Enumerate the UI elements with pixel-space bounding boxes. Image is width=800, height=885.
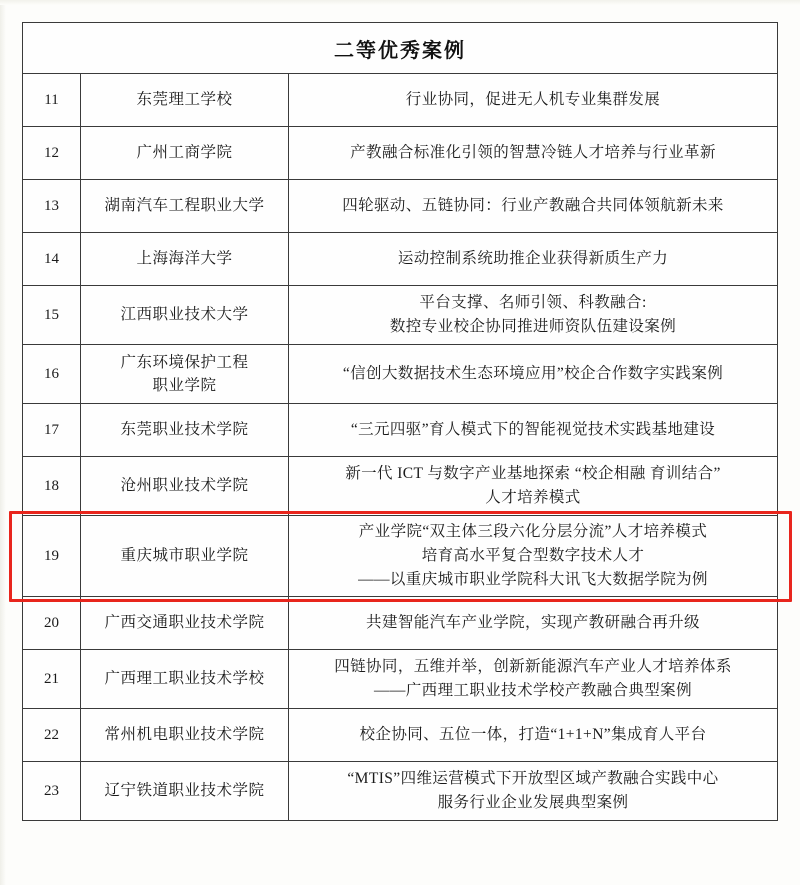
row-case-name (289, 709, 778, 762)
row-organization (81, 180, 289, 233)
case-name-line: “MTIS”四维运营模式下开放型区域产教融合实践中心 (347, 769, 719, 787)
case-name-line: 行业协同，促进无人机专业集群发展 (405, 90, 661, 108)
page-title: 二等优秀案例 (23, 23, 778, 74)
organization-line: 重庆城市职业学院 (120, 547, 249, 565)
case-name-line: 运动控制系统助推企业获得新质生产力 (397, 249, 669, 267)
row-organization (81, 74, 289, 127)
case-name-line: 培育高水平复合型数字技术人才 (421, 546, 645, 564)
row-index: 12 (23, 127, 81, 180)
case-name-line: 人才培养模式 (485, 489, 581, 506)
organization-line: 常州机电职业技术学院 (104, 726, 265, 744)
award-table (22, 22, 778, 821)
row-organization (81, 457, 289, 516)
row-case-name (289, 457, 778, 516)
table-row (23, 404, 778, 457)
row-case-name (289, 597, 778, 650)
table-row (23, 233, 778, 286)
organization-line: 江西职业技术大学 (120, 306, 249, 324)
row-index: 23 (23, 762, 81, 821)
row-organization (81, 404, 289, 457)
case-name-line: 四链协同，五维并举，创新新能源汽车产业人才培养体系 (334, 657, 732, 675)
organization-line: 职业学院 (152, 377, 217, 394)
table-row (23, 180, 778, 233)
row-index: 22 (23, 709, 81, 762)
case-name-line: 数控专业校企协同推进师资队伍建设案例 (389, 318, 677, 335)
row-index: 19 (23, 516, 81, 597)
table-row (23, 457, 778, 516)
case-name-line: 四轮驱动、五链协同：行业产教融合共同体领航新未来 (342, 196, 724, 214)
organization-line: 上海海洋大学 (136, 250, 233, 268)
table-row (23, 74, 778, 127)
table-row (23, 709, 778, 762)
row-index: 13 (23, 180, 81, 233)
row-organization (81, 650, 289, 709)
page-edge-shadow-left (0, 0, 6, 885)
organization-line: 广东环境保护工程 (120, 353, 249, 371)
case-name-line: “三元四驱”育人模式下的智能视觉技术实践基地建设 (350, 420, 716, 438)
organization-line: 广西交通职业技术学院 (104, 614, 265, 632)
organization-line: 湖南汽车工程职业大学 (104, 197, 265, 215)
case-name-line: 校企协同、五位一体，打造“1+1+N”集成育人平台 (359, 725, 707, 743)
table-row (23, 345, 778, 404)
table-row (23, 762, 778, 821)
row-index: 11 (23, 74, 81, 127)
table-body (23, 23, 778, 821)
row-index: 17 (23, 404, 81, 457)
row-case-name (289, 345, 778, 404)
case-name-line: 共建智能汽车产业学院，实现产教研融合再升级 (366, 613, 700, 631)
case-name-line: ——以重庆城市职业学院科大讯飞大数据学院为例 (358, 571, 708, 588)
organization-line: 广州工商学院 (136, 144, 233, 162)
table-row (23, 597, 778, 650)
table-row (23, 650, 778, 709)
row-index: 14 (23, 233, 81, 286)
row-index: 20 (23, 597, 81, 650)
row-organization (81, 516, 289, 597)
row-organization (81, 345, 289, 404)
page-edge-shadow-top (0, 0, 800, 5)
row-organization (81, 762, 289, 821)
row-organization (81, 286, 289, 345)
case-name-line: 平台支撑、名师引领、科教融合: (419, 293, 647, 311)
row-case-name (289, 286, 778, 345)
organization-line: 沧州职业技术学院 (120, 477, 249, 495)
table-row (23, 516, 778, 597)
case-name-line: 产教融合标准化引领的智慧冷链人才培养与行业革新 (350, 143, 716, 161)
row-case-name (289, 233, 778, 286)
row-case-name (289, 127, 778, 180)
row-case-name (289, 650, 778, 709)
case-name-line: “信创大数据技术生态环境应用”校企合作数字实践案例 (342, 364, 724, 382)
case-name-line: 新一代 ICT 与数字产业基地探索 “校企相融 育训结合” (345, 464, 721, 482)
case-name-line: ——广西理工职业技术学校产教融合典型案例 (373, 682, 692, 699)
row-index: 18 (23, 457, 81, 516)
organization-line: 东莞职业技术学院 (120, 421, 249, 439)
table-row (23, 286, 778, 345)
case-name-line: 产业学院“双主体三段六化分层分流”人才培养模式 (358, 522, 708, 540)
row-index: 21 (23, 650, 81, 709)
award-table-container (22, 22, 778, 821)
organization-line: 东莞理工学校 (136, 91, 233, 109)
table-row (23, 127, 778, 180)
table-title-row (23, 23, 778, 74)
row-organization (81, 709, 289, 762)
row-organization (81, 127, 289, 180)
case-name-line: 服务行业企业发展典型案例 (437, 794, 629, 811)
row-organization (81, 597, 289, 650)
row-case-name (289, 180, 778, 233)
row-organization (81, 233, 289, 286)
row-case-name (289, 74, 778, 127)
organization-line: 广西理工职业技术学校 (104, 670, 265, 688)
row-index: 16 (23, 345, 81, 404)
row-case-name (289, 404, 778, 457)
row-case-name (289, 762, 778, 821)
organization-line: 辽宁铁道职业技术学院 (104, 782, 265, 800)
row-index: 15 (23, 286, 81, 345)
row-case-name (289, 516, 778, 597)
